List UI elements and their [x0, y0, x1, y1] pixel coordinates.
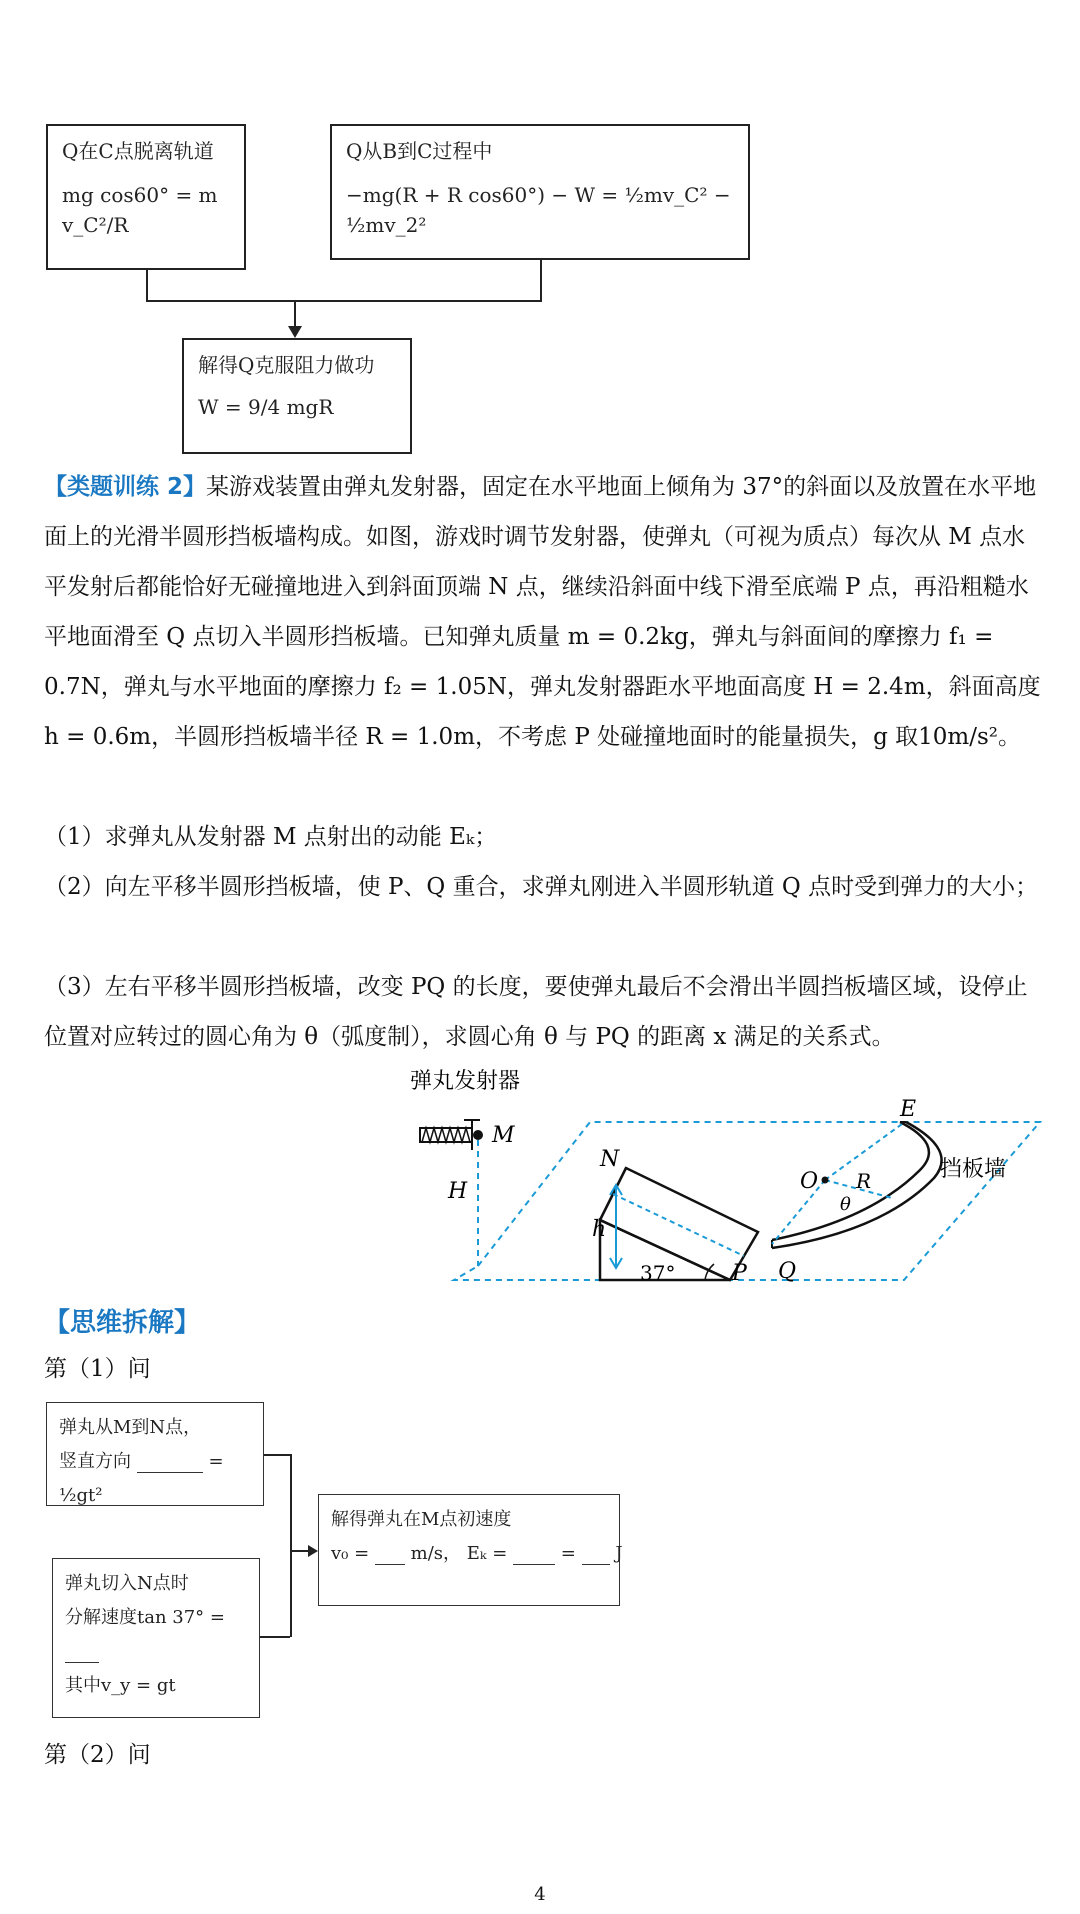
label-O: O	[800, 1169, 819, 1194]
connector-line	[146, 300, 542, 302]
label-N: N	[600, 1147, 620, 1172]
question-2: （2）向左平移半圆形挡板墙，使 P、Q 重合，求弹丸刚进入半圆形轨道 Q 点时受到弹力的大小；	[44, 874, 1039, 900]
connector-line	[540, 260, 542, 302]
flow-box-m-to-n-formula: 竖直方向 = ½gt²	[59, 1451, 224, 1506]
label-R: R	[856, 1169, 872, 1193]
answer-blank[interactable]	[513, 1544, 555, 1565]
flow-box-n-velocity-formula: 分解速度tan 37° =	[65, 1601, 247, 1669]
flow-box-m-to-n-title: 弹丸从M到N点，	[59, 1417, 202, 1438]
connector-line	[290, 1454, 292, 1637]
flow-box-b-to-c-formula: −mg(R + R cos60°) − W = ½mv_C² − ½mv_2²	[346, 183, 731, 237]
label-M: M	[492, 1123, 515, 1148]
flow-box-initial-speed	[318, 1494, 623, 1606]
flow-box-initial-speed-formula: v₀ = m/s， Eₖ = = J	[331, 1543, 623, 1564]
spring-launcher-icon	[420, 1120, 483, 1150]
flow-box-n-velocity-note: 其中v_y = gt	[65, 1675, 176, 1696]
label-H: H	[448, 1179, 468, 1204]
label-theta: θ	[840, 1194, 851, 1215]
physics-figure	[400, 1060, 1060, 1300]
arrow-down-icon	[288, 326, 302, 338]
flow-box-detach-formula: mg cos60° = m v_C²/R	[62, 183, 218, 237]
flow-box-n-velocity-title: 弹丸切入N点时	[65, 1573, 189, 1594]
flow-box-result-formula: W = 9/4 mgR	[198, 395, 334, 419]
flow-box-result	[182, 338, 412, 454]
part-1-label: 第（1）问	[44, 1356, 151, 1382]
arrow-right-icon	[308, 1545, 318, 1557]
label-P: P	[732, 1261, 747, 1286]
problem-intro-text: 某游戏装置由弹丸发射器，固定在水平地面上倾角为 37°的斜面以及放置在水平地面上的光滑半圆形挡板墙构成。如图，游戏时调节发射器，使弹丸（可视为质点）每次从 M 点水平发射后都能恰好无碰撞地进入到斜面顶端 N 点，继续沿斜面中线下滑至底端 P 点，再沿粗糙水平地面滑至 Q 点切入半圆形挡板墙。已知弹丸质量 m = 0.2kg，弹丸与斜面间的摩擦力 f₁ = 0.7N，弹丸与水平地面的摩擦力 f₂ = 1.05N，弹丸发射器距水平地面高度 H = 2.4m，斜面高度 h = 0.6m，半圆形挡板墙半径 R = 1.0m，不考虑 P 处碰撞地面时的能量损失，g 取10m/s²。	[44, 474, 1041, 750]
answer-blank[interactable]	[137, 1452, 203, 1473]
connector-line	[290, 1550, 310, 1552]
flow-box-detach-title: Q在C点脱离轨道	[62, 139, 214, 163]
question-1: （1）求弹丸从发射器 M 点射出的动能 Eₖ；	[44, 824, 498, 850]
label-h: h	[592, 1217, 607, 1242]
question-3: （3）左右平移半圆形挡板墙，改变 PQ 的长度，要使弹丸最后不会滑出半圆挡板墙区域，设停止位置对应转过的圆心角为 θ（弧度制），求圆心角 θ 与 PQ 的距离 x 满足的关系式。	[44, 974, 1028, 1050]
connector-line	[146, 270, 148, 302]
connector-line	[264, 1454, 290, 1456]
connector-line	[260, 1636, 290, 1638]
flow-box-result-title: 解得Q克服阻力做功	[198, 353, 375, 377]
flow-box-initial-speed-title: 解得弹丸在M点初速度	[331, 1509, 512, 1530]
label-E: E	[900, 1097, 917, 1122]
launcher-label: 弹丸发射器	[410, 1069, 521, 1094]
problem-intro	[44, 462, 1044, 762]
label-Q: Q	[778, 1259, 797, 1284]
ground-plane	[454, 1122, 1040, 1280]
flow-box-m-to-n	[46, 1402, 264, 1506]
section-heading: 【思维拆解】	[44, 1308, 201, 1338]
flow-box-n-velocity	[52, 1558, 260, 1718]
answer-blank[interactable]	[582, 1544, 610, 1565]
page-number: 4	[534, 1884, 546, 1905]
part-2-label: 第（2）问	[44, 1742, 151, 1768]
flow-box-b-to-c	[330, 124, 750, 260]
label-wall: 挡板墙	[940, 1157, 1007, 1182]
flow-box-detach	[46, 124, 246, 270]
answer-blank[interactable]	[65, 1642, 99, 1663]
label-angle: 37°	[640, 1261, 676, 1285]
problem-label: 【类题训练 2】	[44, 474, 207, 500]
answer-blank[interactable]	[375, 1544, 405, 1565]
flow-box-b-to-c-title: Q从B到C过程中	[346, 139, 493, 163]
